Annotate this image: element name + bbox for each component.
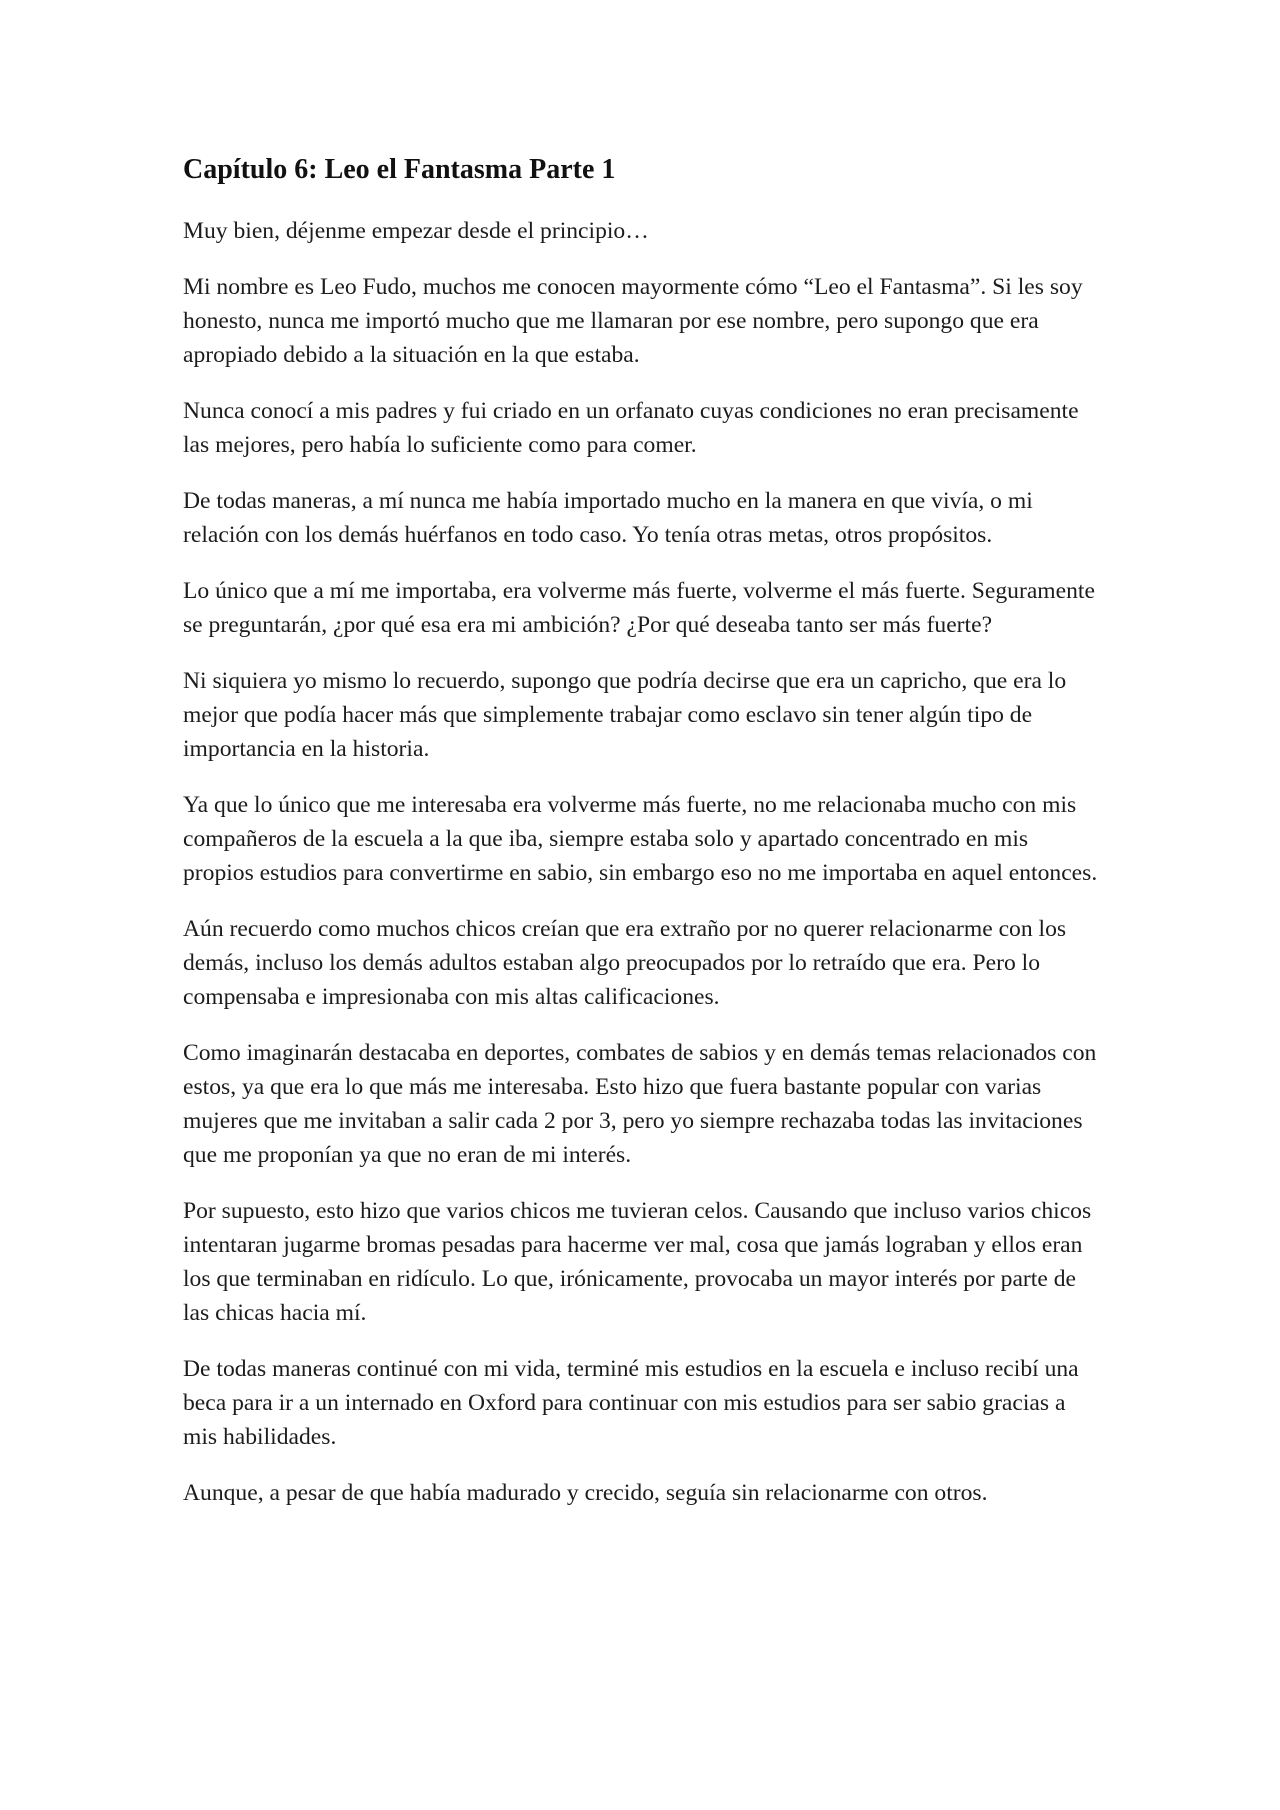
paragraph-spacer <box>183 462 1103 484</box>
paragraph-spacer <box>183 248 1103 270</box>
paragraph-1: Muy bien, déjenme empezar desde el principio… <box>183 218 649 244</box>
paragraph-7: Ya que lo único que me interesaba era volverme más fuerte, no me relacionaba mucho con mis compañeros de la escuela a la que iba, siempre estaba solo y apartado concentrado en mis propios estudios para convertirme en sabio, sin embargo eso no me importaba en aquel entonces. <box>183 792 1098 886</box>
paragraph-spacer <box>183 1330 1103 1352</box>
paragraph-spacer <box>183 1454 1103 1476</box>
paragraph-6: Ni siquiera yo mismo lo recuerdo, supongo que podría decirse que era un capricho, que era lo mejor que podía hacer más que simplemente trabajar como esclavo sin tener algún tipo de importancia en la historia. <box>183 668 1067 762</box>
document-body <box>183 150 1103 1510</box>
paragraph-spacer <box>183 890 1103 912</box>
chapter-title: Capítulo 6: Leo el Fantasma Parte 1 <box>183 154 616 185</box>
paragraph-spacer <box>183 1014 1103 1036</box>
paragraph-9: Como imaginarán destacaba en deportes, combates de sabios y en demás temas relacionados con estos, ya que era lo que más me interesaba. Esto hizo que fuera bastante popular con varias mujeres que me invitaban a salir cada 2 por 3, pero yo siempre rechazaba todas las invitaciones que me proponían ya que no eran de mi interés. <box>183 1040 1097 1168</box>
title-spacer <box>183 190 1103 214</box>
paragraph-spacer <box>183 372 1103 394</box>
paragraph-2: Mi nombre es Leo Fudo, muchos me conocen mayormente cómo “Leo el Fantasma”. Si les soy honesto, nunca me importó mucho que me llamaran por ese nombre, pero supongo que era apropiado debido a la situación en la que estaba. <box>183 274 1083 368</box>
paragraph-11: De todas maneras continué con mi vida, terminé mis estudios en la escuela e incluso recibí una beca para ir a un internado en Oxford para continuar con mis estudios para ser sabio gracias a mis habilidades. <box>183 1356 1079 1450</box>
paragraph-spacer <box>183 1172 1103 1194</box>
paragraph-4: De todas maneras, a mí nunca me había importado mucho en la manera en que vivía, o mi relación con los demás huérfanos en todo caso. Yo tenía otras metas, otros propósitos. <box>183 488 1033 548</box>
paragraph-5: Lo único que a mí me importaba, era volverme más fuerte, volverme el más fuerte. Seguramente se preguntarán, ¿por qué esa era mi ambición? ¿Por qué deseaba tanto ser más fuerte? <box>183 578 1095 638</box>
paragraph-spacer <box>183 766 1103 788</box>
paragraph-10: Por supuesto, esto hizo que varios chicos me tuvieran celos. Causando que incluso varios chicos intentaran jugarme bromas pesadas para hacerme ver mal, cosa que jamás lograban y ellos eran los que terminaban en ridículo. Lo que, irónicamente, provocaba un mayor interés por parte de las chicas hacia mí. <box>183 1198 1092 1326</box>
paragraph-12: Aunque, a pesar de que había madurado y crecido, seguía sin relacionarme con otros. <box>183 1480 988 1506</box>
paragraph-8: Aún recuerdo como muchos chicos creían que era extraño por no querer relacionarme con los demás, incluso los demás adultos estaban algo preocupados por lo retraído que era. Pero lo compensaba e impresionaba con mis altas calificaciones. <box>183 916 1067 1010</box>
paragraph-3: Nunca conocí a mis padres y fui criado en un orfanato cuyas condiciones no eran precisamente las mejores, pero había lo suficiente como para comer. <box>183 398 1079 458</box>
paragraph-spacer <box>183 552 1103 574</box>
paragraph-spacer <box>183 642 1103 664</box>
